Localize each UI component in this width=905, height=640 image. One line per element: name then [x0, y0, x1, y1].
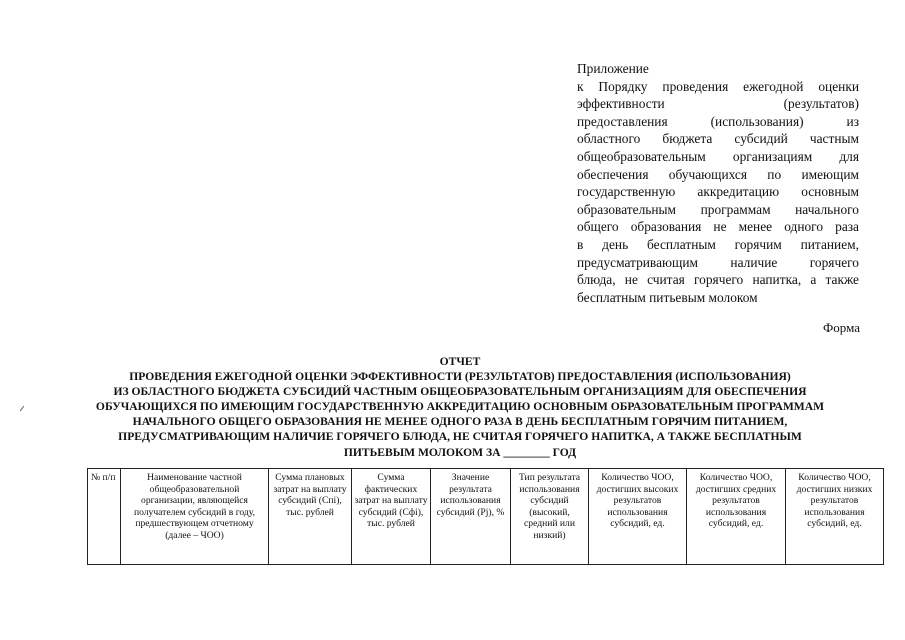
scan-mark [20, 406, 24, 411]
report-title-line: ОТЧЕТ [439, 355, 481, 368]
report-title-line: ПИТЬЕВЫМ МОЛОКОМ ЗА ________ ГОД [343, 445, 577, 459]
appendix-line: общеобразовательным организациям для [577, 148, 859, 164]
appendix-line: предусматривающим наличие горячего [577, 254, 859, 270]
header-cell-actual-costs: Сумма фактических затрат на выплату субсидий (Сфi), тыс. рублей [352, 469, 431, 565]
header-cell-medium-count: Количество ЧОО, достигших средних результатов использования субсидий, ед. [687, 469, 786, 565]
appendix-block [577, 60, 859, 306]
appendix-line: бесплатным питьевым молоком [577, 289, 758, 305]
appendix-line: областного бюджета субсидий частным [577, 131, 859, 147]
header-cell-result-type: Тип результата использования субсидий (высокий, средний или низкий) [511, 469, 589, 565]
header-cell-planned-costs: Сумма плановых затрат на выплату субсидий (Спi), тыс. рублей [269, 469, 352, 565]
report-title-line: ПРЕДУСМАТРИВАЮЩИМ НАЛИЧИЕ ГОРЯЧЕГО БЛЮДА, НЕ СЧИТАЯ ГОРЯЧЕГО НАПИТКА, А ТАКЖЕ БЕСПЛАТНЫМ [118, 430, 802, 444]
table-header-row [88, 469, 884, 565]
appendix-line: обеспечения обучающихся по имеющим [577, 166, 859, 182]
appendix-line: государственную аккредитацию основным [577, 184, 859, 200]
form-label: Форма [823, 320, 860, 335]
appendix-line: эффективности (результатов) [577, 96, 859, 112]
report-title-line: ПРОВЕДЕНИЯ ЕЖЕГОДНОЙ ОЦЕНКИ ЭФФЕКТИВНОСТИ (РЕЗУЛЬТАТОВ) ПРЕДОСТАВЛЕНИЯ (ИСПОЛЬЗОВАНИЯ) [129, 370, 791, 384]
appendix-line: в день бесплатным горячим питанием, [577, 236, 859, 252]
header-cell-number: № п/п [88, 469, 121, 565]
header-cell-low-count: Количество ЧОО, достигших низких результатов использования субсидий, ед. [786, 469, 884, 565]
appendix-line: образовательным программам начального [577, 201, 859, 217]
report-title-line: НАЧАЛЬНОГО ОБЩЕГО ОБРАЗОВАНИЯ НЕ МЕНЕЕ ОДНОГО РАЗА В ДЕНЬ БЕСПЛАТНЫМ ГОРЯЧИМ ПИТАНИЕМ, [132, 415, 788, 429]
report-table [87, 468, 884, 565]
appendix-line: блюда, не считая горячего напитка, а также [577, 272, 859, 288]
appendix-line: предоставления (использования) из [577, 113, 859, 129]
appendix-line: к Порядку проведения ежегодной оценки [577, 78, 859, 94]
header-cell-high-count: Количество ЧОО, достигших высоких результатов использования субсидий, ед. [589, 469, 687, 565]
header-cell-result-value: Значение результата использования субсидий (Рj), % [431, 469, 511, 565]
report-title [60, 354, 860, 460]
appendix-line: общего образования не менее одного раза [577, 219, 859, 235]
report-title-line: ОБУЧАЮЩИХСЯ ПО ИМЕЮЩИМ ГОСУДАРСТВЕННУЮ АККРЕДИТАЦИЮ ОСНОВНЫМ ОБРАЗОВАТЕЛЬНЫМ ПРОГРАММАМ [95, 400, 825, 414]
report-title-line: ИЗ ОБЛАСТНОГО БЮДЖЕТА СУБСИДИЙ ЧАСТНЫМ ОБЩЕОБРАЗОВАТЕЛЬНЫМ ОРГАНИЗАЦИЯМ ДЛЯ ОБЕСПЕЧЕНИЯ [113, 385, 807, 399]
appendix-line: Приложение [577, 61, 649, 76]
header-cell-organization: Наименование частной общеобразовательной организации, являющейся получателем субсидий в году, предшествующем отчетному (далее – ЧОО) [121, 469, 269, 565]
